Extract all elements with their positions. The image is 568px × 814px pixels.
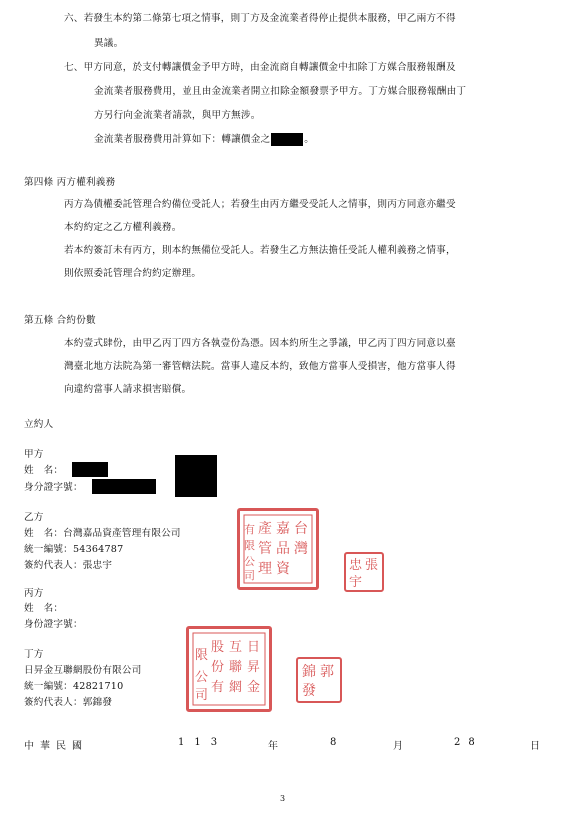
clause-7-line-4 [94,133,314,146]
svg-text:錦: 錦 [302,664,316,680]
party-b-title: 乙方 [24,512,44,523]
svg-text:品: 品 [276,541,290,557]
date-year-unit: 年 [268,741,284,752]
page-number: 3 [280,794,286,803]
article-5-heading: 第五條 合約份數 [24,315,96,326]
fee-formula-label: 金流業者服務費用計算如下：轉讓價金之 [94,134,271,145]
svg-text:聯: 聯 [229,660,243,675]
svg-text:份: 份 [211,660,225,675]
svg-text:張: 張 [365,558,379,573]
party-a-name-redaction [72,462,108,477]
party-d-tax-id: 統一編號：42821710 [24,681,124,692]
party-b-representative-seal [344,552,384,592]
svg-text:產: 產 [258,521,272,537]
party-a-id-label: 身分證字號： [24,482,83,493]
party-d-title: 丁方 [24,649,44,660]
svg-text:宇: 宇 [349,575,363,590]
svg-text:理: 理 [258,561,272,577]
fee-formula-end: 。 [304,134,315,145]
redaction-block [271,133,303,146]
party-d-company: 日昇金互聯網股份有限公司 [24,665,142,676]
party-b-representative: 簽約代表人：張忠宇 [24,560,113,571]
party-d-representative: 簽約代表人：郭錦發 [24,697,113,708]
article-4-p2-line-1: 若本約簽訂未有丙方，則本約無備位受託人。若發生乙方無法擔任受託人權利義務之情事， [64,245,456,256]
party-c-name-label: 姓 名： [24,603,64,614]
party-a-name-label: 姓 名： [24,465,64,476]
svg-text:網: 網 [229,680,243,695]
clause-7-line-1: 七、甲方同意，於支付轉讓價金予甲方時，由金流商自轉讓價金中扣除丁方媒合服務報酬及 [64,62,456,73]
article-5-p1-line-1: 本約壹式肆份，由甲乙丙丁四方各執壹份為憑。因本約所生之爭議，甲乙丙丁四方同意以臺 [64,338,456,349]
article-4-p1-line-2: 本約約定之乙方權利義務。 [64,222,182,233]
date-month: 8 [330,737,343,748]
party-a-title: 甲方 [24,449,44,460]
svg-text:資: 資 [276,561,290,577]
svg-text:忠: 忠 [349,558,363,573]
clause-6-line-2: 異議。 [94,38,124,49]
party-b-name: 姓 名：台灣嘉品資產管理有限公司 [24,528,181,539]
svg-text:有: 有 [244,523,255,536]
article-5-p1-line-2: 灣臺北地方法院為第一審管轄法院。當事人違反本約，致他方當事人受損害，他方當事人得 [64,361,456,372]
date-era: 中華民國 [24,741,88,752]
svg-text:公: 公 [244,555,255,568]
svg-text:嘉: 嘉 [276,521,290,537]
article-4-p1-line-1: 丙方為債權委託管理合約備位受託人；若發生由丙方繼受受託人之情事，則丙方同意亦繼受 [64,199,456,210]
date-day-unit: 日 [530,741,546,752]
article-4-p2-line-2: 則依照委託管理合約約定辦理。 [64,268,202,279]
article-4-heading: 第四條 丙方權利義務 [24,177,116,188]
party-c-title: 丙方 [24,588,44,599]
party-d-company-seal [186,626,272,712]
svg-text:互: 互 [229,640,243,655]
svg-text:台: 台 [294,521,308,537]
party-d-representative-seal [296,657,342,703]
article-5-p1-line-3: 向違約當事人請求損害賠償。 [64,384,192,395]
date-year: 113 [178,737,228,748]
svg-text:昇: 昇 [247,660,261,675]
svg-text:限: 限 [244,539,255,552]
svg-text:郭: 郭 [320,664,334,680]
svg-text:司: 司 [244,569,255,582]
signatories-heading: 立約人 [24,419,54,430]
party-a-id-redaction [92,479,156,494]
date-month-unit: 月 [393,741,409,752]
party-b-tax-id: 統一編號：54364787 [24,544,124,555]
svg-text:灣: 灣 [294,541,308,557]
party-a-seal-redaction [175,455,217,497]
svg-text:金: 金 [247,680,261,695]
svg-text:有: 有 [211,680,225,695]
clause-7-line-3: 方另行向金流業者請款，與甲方無涉。 [94,110,261,121]
svg-text:司: 司 [195,688,209,703]
svg-text:日: 日 [247,640,261,655]
svg-text:公: 公 [195,670,209,685]
party-b-company-seal [237,508,319,590]
svg-text:限: 限 [195,648,209,663]
svg-text:發: 發 [302,683,316,699]
date-day: 28 [454,737,483,748]
clause-6-line-1: 六、若發生本約第二條第七項之情事，則丁方及金流業者得停止提供本服務，甲乙兩方不得 [64,13,456,24]
clause-7-line-2: 金流業者服務費用，並且由金流業者開立扣除金額發票予甲方。丁方媒合服務報酬由丁 [94,86,467,97]
party-c-id-label: 身份證字號： [24,619,83,630]
svg-text:管: 管 [258,541,272,557]
svg-text:股: 股 [211,640,225,655]
